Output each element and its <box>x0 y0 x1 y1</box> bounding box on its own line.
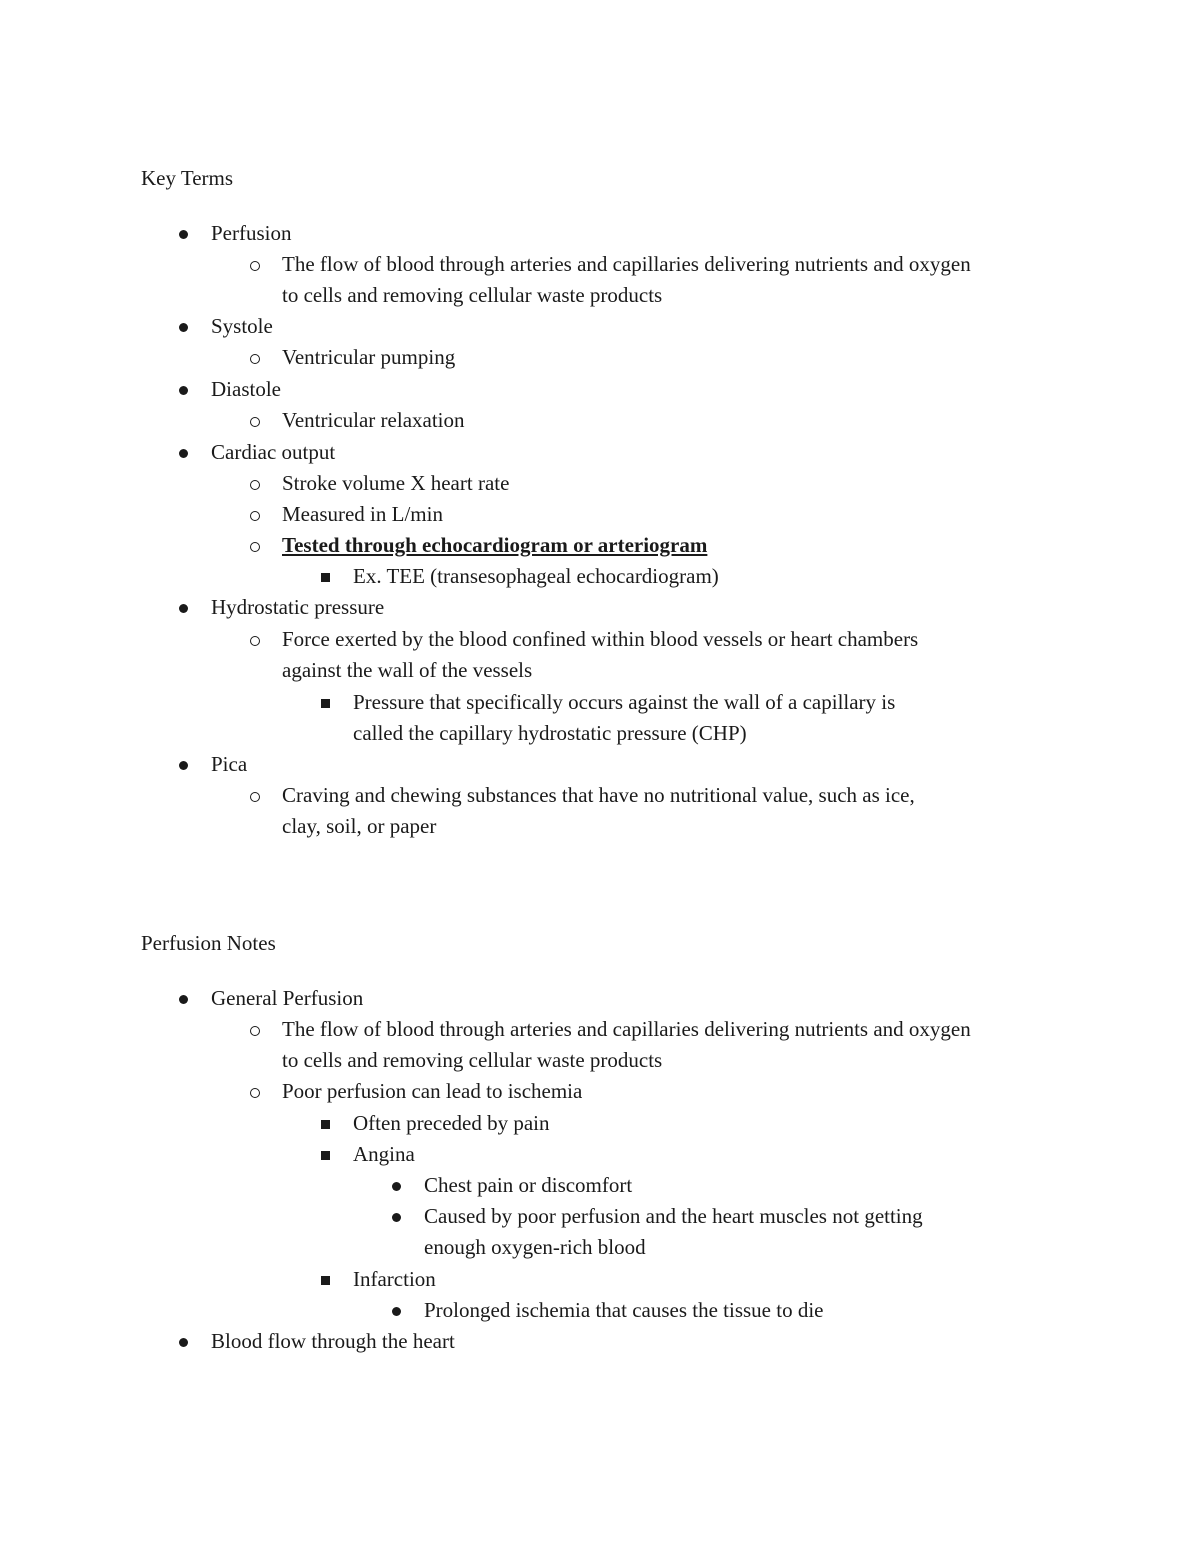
bullet-disc-icon <box>392 1182 401 1191</box>
bullet-circle-icon <box>250 480 260 490</box>
bullet-square-icon <box>321 1276 330 1285</box>
poor-perfusion-note: Poor perfusion can lead to ischemia <box>282 1079 583 1103</box>
bullet-disc-icon <box>179 386 188 395</box>
general-perfusion-def-line1: The flow of blood through arteries and capillaries delivering nutrients and oxygen <box>282 1017 971 1041</box>
term-perfusion: Perfusion <box>211 221 292 245</box>
bullet-square-icon <box>321 1120 330 1129</box>
pica-definition-line1: Craving and chewing substances that have no nutritional value, such as ice, <box>282 783 915 807</box>
pain-note: Often preceded by pain <box>353 1111 550 1135</box>
bullet-circle-icon <box>250 417 260 427</box>
angina-title: Angina <box>353 1142 415 1166</box>
general-perfusion-def-line2: to cells and removing cellular waste products <box>282 1048 663 1072</box>
term-pica: Pica <box>211 752 248 776</box>
bullet-circle-icon <box>250 1026 260 1036</box>
bullet-circle-icon <box>250 792 260 802</box>
bullet-disc-icon <box>392 1307 401 1316</box>
general-perfusion-title: General Perfusion <box>211 986 364 1010</box>
bullet-circle-icon <box>250 511 260 521</box>
perfusion-definition-line2: to cells and removing cellular waste products <box>282 283 663 307</box>
angina-detail-2-line2: enough oxygen-rich blood <box>424 1235 646 1259</box>
pica-definition-line2: clay, soil, or paper <box>282 814 437 838</box>
bullet-disc-icon <box>179 1338 188 1347</box>
diastole-definition: Ventricular relaxation <box>282 408 465 432</box>
perfusion-definition-line1: The flow of blood through arteries and capillaries delivering nutrients and oxygen <box>282 252 971 276</box>
term-hydrostatic-pressure: Hydrostatic pressure <box>211 595 385 619</box>
bullet-disc-icon <box>179 604 188 613</box>
cardiac-output-formula: Stroke volume X heart rate <box>282 471 510 495</box>
bullet-circle-icon <box>250 542 260 552</box>
term-cardiac-output: Cardiac output <box>211 440 336 464</box>
blood-flow-title: Blood flow through the heart <box>211 1329 455 1353</box>
capillary-pressure-line1: Pressure that specifically occurs against the wall of a capillary is <box>353 690 896 714</box>
term-systole: Systole <box>211 314 273 338</box>
key-terms-heading: Key Terms <box>141 166 234 190</box>
bullet-circle-icon <box>250 261 260 271</box>
bullet-square-icon <box>321 1151 330 1160</box>
capillary-pressure-line2: called the capillary hydrostatic pressure (CHP) <box>353 721 747 745</box>
bullet-square-icon <box>321 699 330 708</box>
bullet-disc-icon <box>179 761 188 770</box>
term-diastole: Diastole <box>211 377 281 401</box>
cardiac-output-units: Measured in L/min <box>282 502 443 526</box>
bullet-circle-icon <box>250 636 260 646</box>
bullet-disc-icon <box>179 230 188 239</box>
bullet-disc-icon <box>179 995 188 1004</box>
hydrostatic-definition-line2: against the wall of the vessels <box>282 658 533 682</box>
bullet-square-icon <box>321 573 330 582</box>
angina-detail-2-line1: Caused by poor perfusion and the heart muscles not getting <box>424 1204 923 1228</box>
bullet-circle-icon <box>250 354 260 364</box>
systole-definition: Ventricular pumping <box>282 345 456 369</box>
angina-detail-1: Chest pain or discomfort <box>424 1173 633 1197</box>
bullet-disc-icon <box>179 323 188 332</box>
infarction-title: Infarction <box>353 1267 436 1291</box>
bullet-disc-icon <box>392 1213 401 1222</box>
infarction-detail: Prolonged ischemia that causes the tissue to die <box>424 1298 824 1322</box>
cardiac-output-testing: Tested through echocardiogram or arteriogram <box>282 533 708 557</box>
cardiac-output-example: Ex. TEE (transesophageal echocardiogram) <box>353 564 719 588</box>
bullet-disc-icon <box>179 449 188 458</box>
bullet-circle-icon <box>250 1088 260 1098</box>
hydrostatic-definition-line1: Force exerted by the blood confined within blood vessels or heart chambers <box>282 627 919 651</box>
perfusion-notes-heading: Perfusion Notes <box>141 931 276 955</box>
